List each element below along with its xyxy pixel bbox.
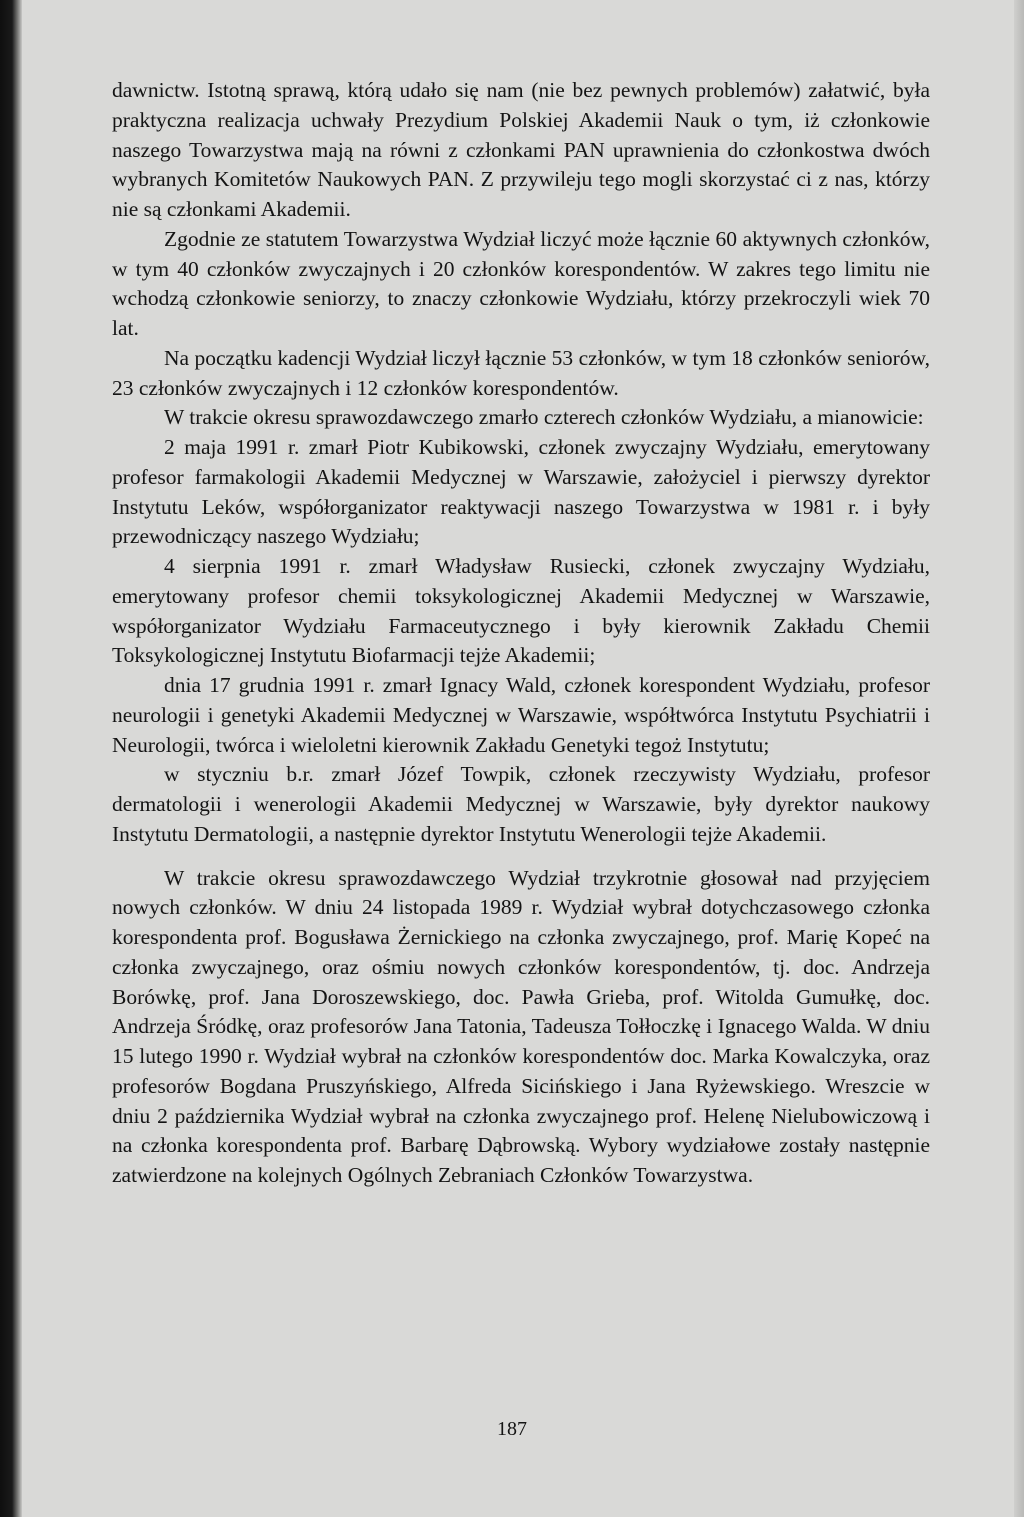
paragraph: Na początku kadencji Wydział liczył łącznie 53 członków, w tym 18 członków seniorów, 23 członków zwyczajnych i 12 członków korespondentów. (112, 345, 930, 400)
paragraph: W trakcie okresu sprawozdawczego zmarło czterech członków Wydziału, a mianowicie: (164, 405, 924, 430)
paragraph: w styczniu b.r. zmarł Józef Towpik, członek rzeczywisty Wydziału, profesor dermatologii i wenerologii Akademii Medycznej w Warszawie, były dyrektor naukowy Instytutu Dermatologii, a następnie dyrektor Instytutu Wenerologii tejże Akademii. (112, 762, 930, 846)
paragraph: dawnictw. Istotną sprawą, którą udało się nam (nie bez pewnych problemów) załatwić, była praktyczna realizacja uchwały Prezydium Polskiej Akademii Nauk o tym, iż członkowie naszego Towarzystwa mają na równi z członkami PAN uprawnienia do członkostwa dwóch wybranych Komitetów Naukowych PAN. Z przywileju tego mogli skorzystać ci z nas, którzy nie są członkami Akademii. (112, 78, 930, 221)
paragraph: 2 maja 1991 r. zmarł Piotr Kubikowski, członek zwyczajny Wydziału, emerytowany profesor farmakologii Akademii Medycznej w Warszawie, założyciel i pierwszy dyrektor Instytutu Leków, współorganizator reaktywacji naszego Towarzystwa w 1981 r. i były przewodniczący naszego Wydziału; (112, 435, 930, 549)
page-edge (1014, 0, 1024, 1517)
page-number: 187 (497, 1418, 527, 1440)
paragraph: dnia 17 grudnia 1991 r. zmarł Ignacy Wald, członek korespondent Wydziału, profesor neurologii i genetyki Akademii Medycznej w Warszawie, współtwórca Instytutu Psychiatrii i Neurologii, twórca i wieloletni kierownik Zakładu Genetyki tegoż Instytutu; (112, 673, 930, 757)
body-text (112, 76, 930, 1191)
paragraph: W trakcie okresu sprawozdawczego Wydział trzykrotnie głosował nad przyjęciem nowych członków. W dniu 24 listopada 1989 r. Wydział wybrał dotychczasowego członka korespondenta prof. Bogusława Żernickiego na członka zwyczajnego, prof. Marię Kopeć na członka zwyczajnego, oraz ośmiu nowych członków korespondentów, tj. doc. Andrzeja Borówkę, prof. Jana Doroszewskiego, doc. Pawła Grieba, prof. Witolda Gumułkę, doc. Andrzeja Śródkę, oraz profesorów Jana Tatonia, Tadeusza Tołłoczkę i Ignacego Walda. W dniu 15 lutego 1990 r. Wydział wybrał na członków korespondentów doc. Marka Kowalczyka, oraz profesorów Bogdana Pruszyńskiego, Alfreda Sicińskiego i Jana Ryżewskiego. Wreszcie w dniu 2 października Wydział wybrał na członka zwyczajnego prof. Helenę Nielubowiczową i na członka korespondenta prof. Barbarę Dąbrowską. Wybory wydziałowe zostały następnie zatwierdzone na kolejnych Ogólnych Zebraniach Członków Towarzystwa. (112, 865, 930, 1187)
binding-shadow (0, 0, 22, 1517)
paragraph: 4 sierpnia 1991 r. zmarł Władysław Rusiecki, członek zwyczajny Wydziału, emerytowany profesor chemii toksykologicznej Akademii Medycznej w Warszawie, współorganizator Wydziału Farmaceutycznego i były kierownik Zakładu Chemii Toksykologicznej Instytutu Biofarmacji tejże Akademii; (112, 554, 930, 668)
paragraph: Zgodnie ze statutem Towarzystwa Wydział liczyć może łącznie 60 aktywnych członków, w tym 40 członków zwyczajnych i 20 członków korespondentów. W zakres tego limitu nie wchodzą członkowie seniorzy, to znaczy członkowie Wydziału, którzy przekroczyli wiek 70 lat. (112, 226, 930, 340)
